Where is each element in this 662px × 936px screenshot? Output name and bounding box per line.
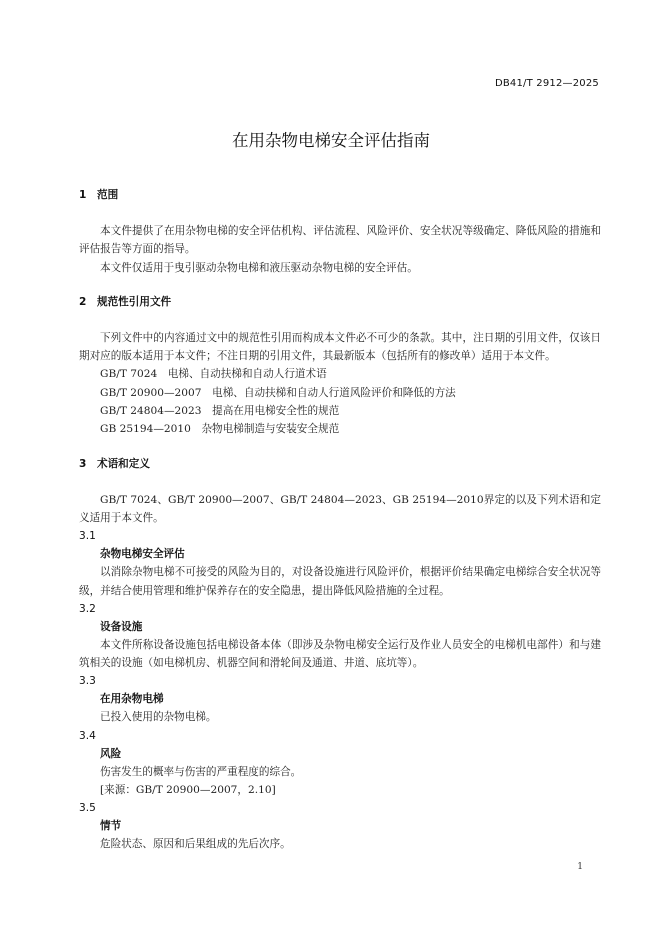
reference-item: GB 25194—2010 杂物电梯制造与安装安全规范: [100, 423, 340, 436]
term-source: [来源：GB/T 20900—2007，2.10]: [100, 784, 276, 797]
section-heading-scope: [79, 187, 601, 203]
terms-intro: GB/T 7024、GB/T 20900—2007、GB/T 24804—2023、GB 25194—2010界定的以及下列术语和定义适用于本文件。: [79, 493, 601, 524]
scope-paragraph: 本文件提供了在用杂物电梯的安全评估机构、评估流程、风险评价、安全状况等级确定、降低风险的措施和评估报告等方面的指导。: [79, 225, 601, 256]
term-number: 3.5: [79, 802, 96, 815]
term-number: 3.4: [79, 729, 96, 742]
document-title: 在用杂物电梯安全评估指南: [232, 131, 430, 150]
term-number: 3.3: [79, 675, 96, 688]
term-definition: 已投入使用的杂物电梯。: [100, 711, 217, 724]
reference-item: GB/T 24804—2023 提高在用电梯安全性的规范: [100, 405, 340, 418]
section-title: 规范性引用文件: [97, 295, 172, 308]
reference-item: GB/T 20900—2007 电梯、自动扶梯和自动人行道风险评价和降低的方法: [100, 386, 456, 399]
term-definition: 以消除杂物电梯不可接受的风险为目的，对设备设施进行风险评价，根据评价结果确定电梯综合安全状况等级，并结合使用管理和维护保养存在的安全隐患，提出降低风险措施的全过程。: [79, 566, 601, 597]
term-number: 3.1: [79, 530, 96, 543]
section-heading-normative: [79, 294, 601, 310]
reference-item: GB/T 7024 电梯、自动扶梯和自动人行道术语: [100, 368, 327, 381]
normative-intro: 下列文件中的内容通过文中的规范性引用而构成本文件必不可少的条款。其中，注日期的引用文件，仅该日期对应的版本适用于本文件；不注日期的引用文件，其最新版本（包括所有的修改单）适用于本文件。: [79, 331, 601, 363]
term-definition: 伤害发生的概率与伤害的严重程度的综合。: [100, 765, 302, 778]
term-name: 情节: [100, 820, 122, 833]
term-number: 3.2: [79, 602, 96, 615]
section-number: 3: [79, 457, 87, 470]
section-title: 术语和定义: [97, 457, 150, 470]
term-definition: 危险状态、原因和后果组成的先后次序。: [100, 838, 291, 851]
standard-code: DB41/T 2912—2025: [494, 78, 599, 89]
term-name: 设备设施: [100, 620, 143, 633]
section-number: 2: [79, 295, 87, 308]
scope-paragraph: 本文件仅适用于曳引驱动杂物电梯和液压驱动杂物电梯的安全评估。: [100, 261, 418, 274]
term-name: 风险: [100, 747, 122, 760]
section-number: 1: [79, 189, 87, 201]
term-name: 在用杂物电梯: [100, 693, 164, 706]
section-title: 范围: [97, 189, 119, 201]
term-name: 杂物电梯安全评估: [100, 548, 185, 561]
term-definition: 本文件所称设备设施包括电梯设备本体（即涉及杂物电梯安全运行及作业人员安全的电梯机电部件）和与建筑相关的设施（如电梯机房、机器空间和滑轮间及通道、井道、底坑等）。: [79, 638, 601, 670]
section-heading-terms: [79, 456, 601, 472]
document-body: [79, 187, 601, 854]
page-number: 1: [577, 862, 583, 872]
